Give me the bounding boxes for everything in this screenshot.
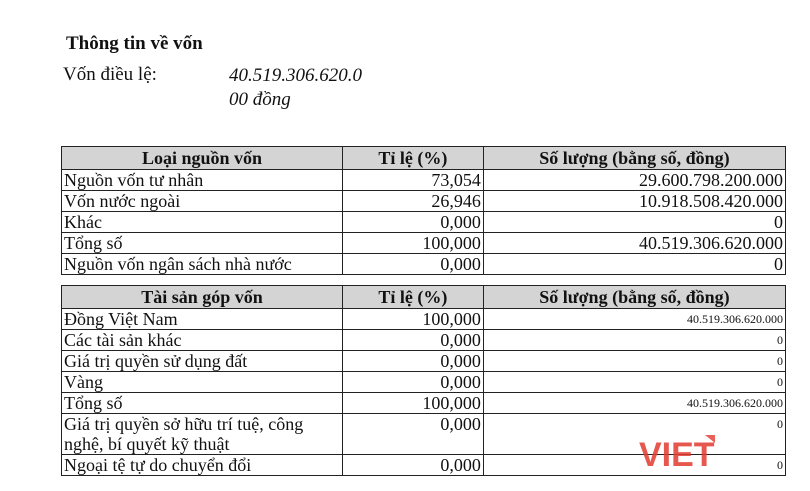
row-name: Ngoại tệ tự do chuyển đổi [62, 455, 343, 476]
charter-capital-value [229, 64, 429, 112]
header-amount: Số lượng (bằng số, đồng) [483, 147, 785, 170]
header-ratio: Tỉ lệ (%) [342, 286, 483, 309]
table-row [62, 351, 786, 372]
header-asset-type: Tài sản góp vốn [62, 286, 343, 309]
table-row [62, 233, 786, 254]
table-row [62, 393, 786, 414]
charter-capital-value-line2: 00 đồng [229, 89, 291, 110]
row-name: Giá trị quyền sở hữu trí tuệ, công nghệ, bí quyết kỹ thuật [62, 414, 343, 455]
capital-source-table [61, 146, 786, 275]
header-amount: Số lượng (bằng số, đồng) [483, 286, 785, 309]
table-row [62, 309, 786, 330]
row-name: Tổng số [62, 233, 343, 254]
row-ratio: 73,054 [342, 170, 483, 191]
row-name: Khác [62, 212, 343, 233]
row-name: Đồng Việt Nam [62, 309, 343, 330]
row-ratio: 0,000 [342, 351, 483, 372]
table-row [62, 191, 786, 212]
row-name: Các tài sản khác [62, 330, 343, 351]
section-title: Thông tin về vốn [66, 33, 203, 54]
table-row [62, 330, 786, 351]
row-name: Vốn nước ngoài [62, 191, 343, 212]
row-amount: 0 [483, 455, 785, 476]
row-amount: 0 [483, 254, 785, 275]
row-amount: 0 [483, 372, 785, 393]
row-ratio: 0,000 [342, 330, 483, 351]
row-name: Tổng số [62, 393, 343, 414]
charter-capital-value-line1: 40.519.306.620.0 [229, 65, 362, 86]
header-source-type: Loại nguồn vốn [62, 147, 343, 170]
row-amount: 0 [483, 330, 785, 351]
row-amount: 0 [483, 212, 785, 233]
row-ratio: 100,000 [342, 309, 483, 330]
row-ratio: 100,000 [342, 233, 483, 254]
row-amount: 29.600.798.200.000 [483, 170, 785, 191]
row-amount: 40.519.306.620.000 [483, 393, 785, 414]
table-row [62, 212, 786, 233]
row-ratio: 0,000 [342, 414, 483, 455]
table-header-row [62, 286, 786, 309]
row-ratio: 26,946 [342, 191, 483, 212]
row-ratio: 0,000 [342, 455, 483, 476]
row-amount: 40.519.306.620.000 [483, 233, 785, 254]
table-row [62, 254, 786, 275]
table-row [62, 372, 786, 393]
row-name: Vàng [62, 372, 343, 393]
row-amount: 0 [483, 351, 785, 372]
row-ratio: 0,000 [342, 372, 483, 393]
table-header-row [62, 147, 786, 170]
row-amount: 10.918.508.420.000 [483, 191, 785, 212]
row-name: Giá trị quyền sử dụng đất [62, 351, 343, 372]
charter-capital-label: Vốn điều lệ: [63, 64, 157, 85]
table-row [62, 170, 786, 191]
row-amount: 40.519.306.620.000 [483, 309, 785, 330]
viet-watermark-logo [637, 433, 717, 471]
row-name: Nguồn vốn tư nhân [62, 170, 343, 191]
watermark-text: VIET [639, 436, 715, 471]
row-ratio: 0,000 [342, 212, 483, 233]
row-name: Nguồn vốn ngân sách nhà nước [62, 254, 343, 275]
header-ratio: Tỉ lệ (%) [342, 147, 483, 170]
row-ratio: 100,000 [342, 393, 483, 414]
row-ratio: 0,000 [342, 254, 483, 275]
row-amount: 0 [483, 414, 785, 455]
